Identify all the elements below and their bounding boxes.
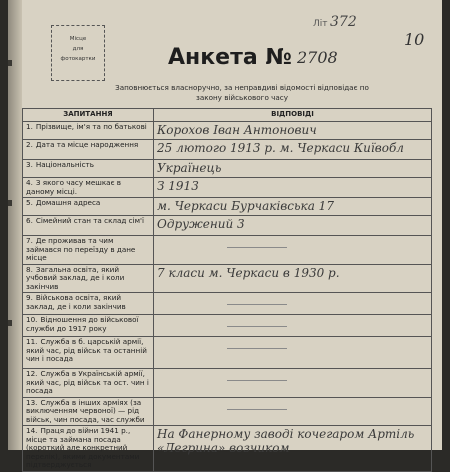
answer-cell xyxy=(154,160,432,178)
question-number: 6. xyxy=(26,216,33,225)
answer-cell xyxy=(154,122,432,140)
page-number: 10 xyxy=(404,30,425,49)
question-number: 2. xyxy=(26,140,33,149)
page-binding-edge xyxy=(8,0,22,450)
answer-cell xyxy=(154,236,432,265)
question-cell xyxy=(23,264,154,293)
question-text: З якого часу мешкає в даному місці. xyxy=(26,178,122,196)
question-number: 9. xyxy=(26,293,33,302)
form-page xyxy=(8,0,442,469)
form-subtitle: Заповнюється власноручно, за неправдиві відомості відповідає по закону військового часу xyxy=(115,83,369,102)
question-cell xyxy=(23,122,154,140)
handwritten-answer: Українець xyxy=(157,161,222,175)
table-row xyxy=(23,122,432,140)
photo-placeholder xyxy=(51,25,105,81)
table-row xyxy=(23,337,432,369)
answer-cell xyxy=(154,369,432,398)
question-cell xyxy=(23,178,154,198)
question-text: Праця до війни 1941 р., місце та займана посада (короткий але конкретний перелік), якими документами підтверджується xyxy=(26,426,140,469)
question-text: Дата та місце народження xyxy=(35,140,139,149)
question-cell xyxy=(23,315,154,337)
question-number: 3. xyxy=(26,160,33,169)
question-text: Прізвище, ім'я та по батькові xyxy=(35,122,147,131)
questionnaire-table xyxy=(22,108,432,472)
answer-cell xyxy=(154,337,432,369)
question-text: Сімейний стан та склад сім'ї xyxy=(35,216,145,225)
lit-number: 372 xyxy=(330,14,357,30)
table-row xyxy=(23,369,432,398)
answer-cell xyxy=(154,140,432,160)
table-row xyxy=(23,216,432,236)
handwritten-answer: На Фанерному заводі кочегаром Артіль «Легрина» возчиком xyxy=(157,427,415,455)
answer-cell xyxy=(154,178,432,198)
answers-column-header: ВІДПОВІДІ xyxy=(154,109,432,122)
question-text: Військова освіта, який заклад, де і коли закінчив xyxy=(26,293,126,311)
blank-dash xyxy=(227,326,287,327)
answer-cell xyxy=(154,426,432,472)
question-number: 8. xyxy=(26,264,33,274)
handwritten-answer: 7 класи м. Черкаси в 1930 р. xyxy=(157,265,340,280)
handwritten-answer: Одружений 3 xyxy=(157,217,245,231)
answer-cell xyxy=(154,264,432,293)
photo-label-line: для xyxy=(72,46,84,52)
question-cell xyxy=(23,198,154,216)
table-row xyxy=(23,198,432,216)
question-number: 10. xyxy=(26,315,38,324)
question-cell xyxy=(23,216,154,236)
question-number: 12. xyxy=(26,369,38,378)
table-row xyxy=(23,178,432,198)
handwritten-answer: Корохов Іван Антонович xyxy=(157,123,317,137)
question-cell xyxy=(23,293,154,315)
questions-column-header: ЗАПИТАННЯ xyxy=(23,109,154,122)
question-text: Національність xyxy=(35,160,94,169)
question-text: Служба в Українській армії, який час, рід військ та ост. чин і посада xyxy=(26,369,149,395)
table-row xyxy=(23,397,432,426)
question-cell xyxy=(23,337,154,369)
blank-dash xyxy=(227,409,287,410)
answer-cell xyxy=(154,216,432,236)
table-row xyxy=(23,236,432,265)
question-text: Загальна освіта, який учбовий заклад, де і коли закінчив xyxy=(26,264,125,291)
blank-dash xyxy=(227,348,287,349)
question-cell xyxy=(23,236,154,265)
question-cell xyxy=(23,397,154,426)
question-number: 14. xyxy=(26,426,38,435)
photo-label-line: фотокартки xyxy=(60,56,96,62)
question-text: Служба в б. царській армії, який час, рід військ та останній чин і посада xyxy=(26,337,147,363)
table-row xyxy=(23,264,432,293)
table-row xyxy=(23,160,432,178)
question-text: Де проживав та чим займався по переїзду в дане місце xyxy=(26,236,136,262)
table-row xyxy=(23,293,432,315)
blank-dash xyxy=(227,380,287,381)
question-text: Відношення до військової служби до 1917 року xyxy=(26,315,139,333)
handwritten-answer: З 1913 xyxy=(157,179,199,193)
form-title: Анкета № xyxy=(168,45,292,70)
question-number: 7. xyxy=(26,236,33,245)
question-text: Домашня адреса xyxy=(35,198,101,207)
binding-hole xyxy=(8,200,12,206)
question-cell xyxy=(23,369,154,398)
question-number: 4. xyxy=(26,178,33,187)
answer-cell xyxy=(154,293,432,315)
form-number: 2708 xyxy=(297,48,338,67)
question-cell xyxy=(23,140,154,160)
table-row xyxy=(23,426,432,472)
question-number: 13. xyxy=(26,397,38,407)
answer-cell xyxy=(154,198,432,216)
binding-hole xyxy=(8,320,12,326)
handwritten-answer: м. Черкаси Бурчаківська 17 xyxy=(157,199,334,213)
table-row xyxy=(23,315,432,337)
answer-cell xyxy=(154,397,432,426)
handwritten-answer: 25 лютого 1913 р. м. Черкаси Київобл xyxy=(157,141,404,155)
question-cell xyxy=(23,160,154,178)
question-number: 1. xyxy=(26,122,33,131)
blank-dash xyxy=(227,247,287,248)
lit-label: Літ xyxy=(313,19,328,29)
question-text: Служба в інших арміях (за виключенням червоної) — рід військ, чин посада, час служби xyxy=(26,397,145,424)
question-number: 11. xyxy=(26,337,38,346)
question-number: 5. xyxy=(26,198,33,207)
photo-label-line: Місце xyxy=(69,36,87,42)
table-row xyxy=(23,140,432,160)
blank-dash xyxy=(227,304,287,305)
answer-cell xyxy=(154,315,432,337)
binding-hole xyxy=(8,60,12,66)
table-header-row xyxy=(23,109,432,122)
question-cell xyxy=(23,426,154,472)
